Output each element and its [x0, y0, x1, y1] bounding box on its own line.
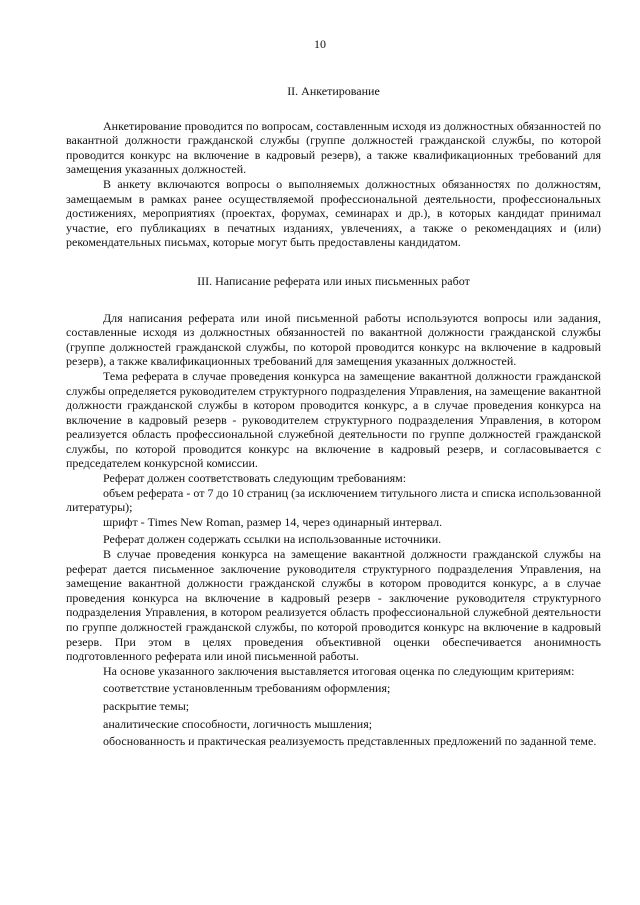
section-2-paragraph-2: В анкету включаются вопросы о выполняемых должностных обязанностях по должностям, замещаемым в рамках ранее осуществляемой профессиональной деятельности, профессиональных достижениях, мероприятиях (проектах, форумах, семинарах и др.), в которых кандидат принимал участие, его публикациях в печатных изданиях, увлечениях, а также о рекомендациях и (или) рекомендательных письмах, которые могут быть предоставлены кандидатом. — [66, 176, 601, 250]
section-3-requirement-volume: объем реферата - от 7 до 10 страниц (за исключением титульного листа и списка использованной литературы); — [66, 485, 601, 515]
criterion-item: раскрытие темы; — [103, 698, 190, 713]
document-body — [66, 84, 601, 749]
section-3-heading: III. Написание реферата или иных письменных работ — [197, 273, 470, 288]
section-2-heading: II. Анкетирование — [287, 84, 380, 98]
section-3-requirement-font: шрифт - Times New Roman, размер 14, через одинарный интервал. — [103, 514, 443, 529]
criterion-item: обоснованность и практическая реализуемость представленных предложений по заданной теме. — [103, 734, 597, 749]
criterion-item: аналитические способности, логичность мышления; — [103, 716, 373, 731]
section-3-paragraph-conclusion: В случае проведения конкурса на замещение вакантной должности гражданской службы на реферат дается письменное заключение руководителя структурного подразделения Управления, на замещение вакантной должности гражданской службы в котором проводится конкурс, а в случае проведения конкурса на включение в кадровый резерв - заключение руководителя структурного подразделения Управления, в котором реализуется область профессиональной служебной деятельности по группе должностей гражданской службы, по которой проводится конкурс на включение в кадровый резерв. При этом в целях проведения объективной оценки обеспечивается анонимность подготовленного реферата или иной письменной работы. — [66, 547, 601, 664]
section-3-paragraph-references: Реферат должен содержать ссылки на использованные источники. — [103, 532, 442, 547]
page-number: 10 — [314, 37, 326, 51]
section-3-paragraph-assessment: На основе указанного заключения выставляется итоговая оценка по следующим критериям: — [103, 663, 575, 678]
section-3-paragraph-2: Тема реферата в случае проведения конкурса на замещение вакантной должности гражданской службы определяется руководителем структурного подразделения Управления, на замещение вакантной должности гражданской службы в котором проводится конкурс, а в случае проведения конкурса на включение в кадровый резерв - руководителем структурного подразделения Управления, в котором реализуется область профессиональной служебной деятельности по группе должностей гражданской службы, по которой проводится конкурс на включение в кадровый резерв, и согласовывается с председателем конкурсной комиссии. — [66, 368, 601, 471]
section-2-paragraph-1: Анкетирование проводится по вопросам, составленным исходя из должностных обязанностей по вакантной должности гражданской службы (группе должностей гражданской службы, по которой проводится конкурс на включение в кадровый резерв), а также квалификационных требований для замещения указанных должностей. — [66, 118, 601, 177]
section-3-paragraph-3: Реферат должен соответствовать следующим требованиям: — [103, 471, 407, 486]
criterion-item: соответствие установленным требованиям оформления; — [103, 681, 391, 696]
section-3-paragraph-1: Для написания реферата или иной письменной работы используются вопросы или задания, составленные исходя из должностных обязанностей по вакантной должности гражданской службы (группе должностей гражданской службы, по которой проводится конкурс на включение в кадровый резерв), а также квалификационных требований для замещения указанных должностей. — [66, 310, 601, 369]
